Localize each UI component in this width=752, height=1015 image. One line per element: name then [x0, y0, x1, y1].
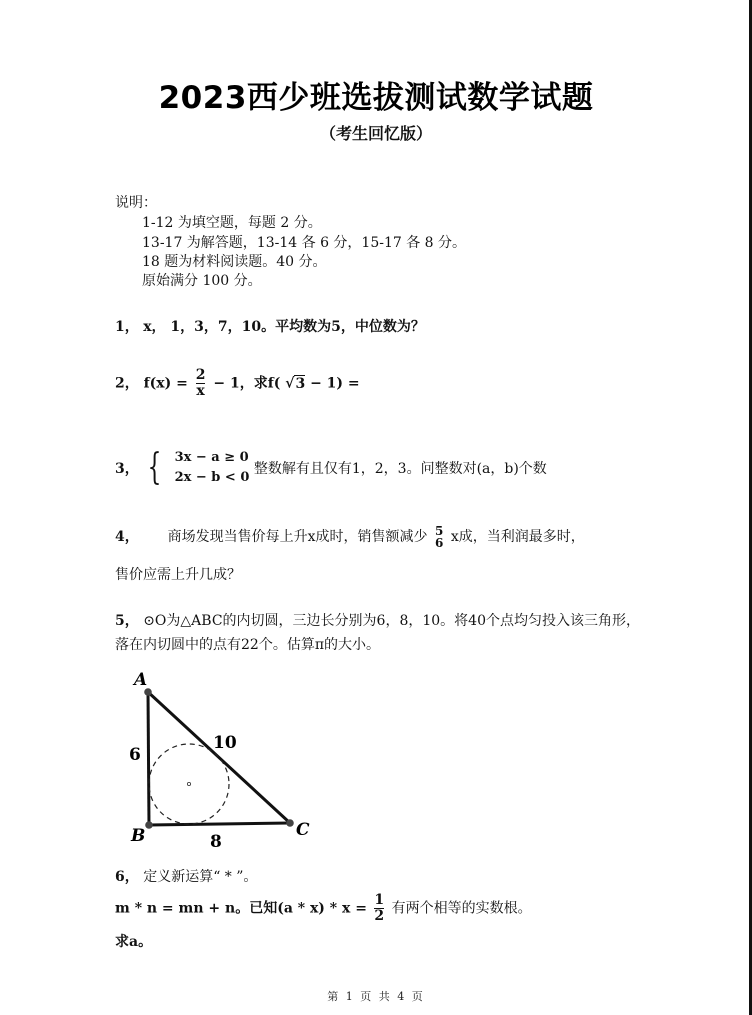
question-2	[115, 368, 360, 399]
incircle	[149, 744, 229, 824]
inequality-line: 2x − b < 0	[174, 470, 250, 485]
incircle-center	[187, 782, 190, 785]
question-text: 商场发现当售价每上升x成时，销售额减少	[167, 529, 428, 545]
question-text: 定义新运算“ * ”。	[143, 869, 258, 885]
question-5	[115, 610, 640, 630]
question-6-line3: 求a。	[115, 934, 153, 950]
question-number: 5，	[115, 613, 139, 629]
fraction-denominator: x	[196, 383, 205, 399]
fraction-denominator: 2	[374, 908, 385, 924]
fraction	[374, 893, 384, 924]
page-subtitle: （考生回忆版）	[319, 124, 432, 143]
question-text: x， 1，3，7，10。平均数为5，中位数为？	[143, 319, 425, 335]
notes-heading: 说明：	[115, 195, 157, 211]
vertex-c-label: C	[296, 820, 310, 840]
question-6	[115, 866, 257, 886]
inequality-line: 3x − a ≥ 0	[174, 450, 249, 465]
question-text: 整数解有且仅有1，2，3。问整数对(a，b)个数	[253, 461, 547, 477]
fraction	[435, 525, 443, 549]
question-4-line2: 售价应需上升几成？	[115, 567, 241, 583]
side-ab	[148, 692, 149, 825]
note-line: 18 题为材料阅读题。40 分。	[142, 254, 327, 270]
vertex-b-point	[145, 821, 153, 829]
fraction-numerator: 5	[435, 524, 444, 538]
equation-lhs: f(x) =	[143, 375, 188, 392]
vertex-b-label: B	[131, 826, 146, 846]
square-root	[285, 375, 305, 392]
side-ac-label: 10	[213, 733, 237, 753]
brace-icon: {	[147, 447, 162, 488]
fraction-numerator: 1	[374, 892, 385, 908]
page-footer: 第 1 页 共 4 页	[327, 990, 425, 1003]
question-6-line2	[115, 893, 532, 924]
note-line: 1-12 为填空题，每题 2 分。	[142, 215, 322, 231]
equation-rhs: − 1) =	[310, 375, 360, 392]
side-ab-label: 6	[129, 745, 141, 765]
question-4	[115, 525, 585, 549]
triangle-figure	[120, 665, 320, 855]
fraction-numerator: 2	[195, 367, 206, 383]
question-number: 6，	[115, 869, 139, 885]
question-number: 4，	[115, 529, 139, 545]
question-text: ⊙O为△ABC的内切圆，三边长分别为6，8，10。将40个点均匀投入该三角形，	[143, 613, 640, 629]
question-number: 2，	[115, 375, 139, 392]
note-line: 原始满分 100 分。	[142, 273, 262, 289]
equation-mid: − 1，求f(	[213, 375, 281, 392]
question-number: 3，	[115, 461, 139, 477]
note-line: 13-17 为解答题，13-14 各 6 分，15-17 各 8 分。	[142, 235, 467, 251]
question-number: 1，	[115, 319, 139, 335]
vertex-a-label: A	[134, 670, 148, 690]
question-text: x成，当利润最多时，	[450, 529, 585, 545]
question-1	[115, 316, 425, 336]
sqrt-sign: √	[285, 375, 295, 392]
side-bc	[149, 823, 290, 825]
sqrt-radicand: 3	[295, 375, 306, 392]
fraction	[196, 368, 206, 399]
vertex-c-point	[286, 819, 294, 827]
question-text: 有两个相等的实数根。	[391, 900, 532, 917]
question-text: m * n = mn + n。已知(a * x) * x =	[115, 900, 367, 917]
question-3	[115, 448, 547, 488]
side-bc-label: 8	[210, 832, 222, 852]
inequality-system	[143, 448, 249, 488]
question-5-line2: 落在内切圆中的点有22个。估算π的大小。	[115, 637, 381, 653]
fraction-denominator: 6	[435, 536, 444, 550]
side-ac	[148, 692, 290, 823]
page-title: 2023西少班选拔测试数学试题	[158, 80, 594, 116]
